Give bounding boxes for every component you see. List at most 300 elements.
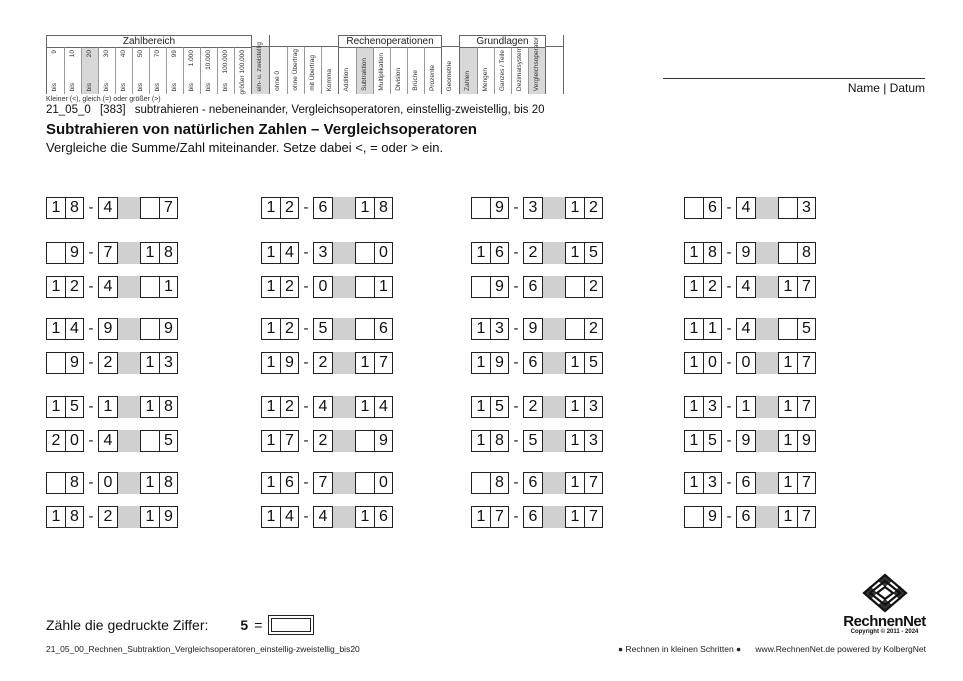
page-title: Subtrahieren von natürlichen Zahlen – Vergleichsoperatoren: [46, 121, 477, 138]
comparison-number-box: [778, 197, 816, 219]
digit-cell: 1: [689, 432, 699, 449]
minuend-box: [471, 276, 509, 298]
digit-cell: [141, 319, 159, 339]
digit-cell: 3: [797, 198, 815, 218]
digit-cell: 2: [51, 432, 61, 449]
digit-cell: 7: [103, 244, 113, 261]
comparison-answer-field[interactable]: [333, 197, 355, 219]
minuend-box: [471, 197, 509, 219]
header-column: [424, 47, 441, 94]
comparison-answer-field[interactable]: [756, 506, 778, 528]
digit-cell: 4: [103, 199, 113, 216]
comparison-answer-field[interactable]: [333, 318, 355, 340]
header-column: [64, 47, 81, 94]
digit-cell: 1: [476, 432, 486, 449]
digit-cell: 1: [689, 398, 699, 415]
comparison-answer-field[interactable]: [118, 276, 140, 298]
digit-cell: 1: [266, 199, 276, 216]
digit-cell: 1: [570, 432, 580, 449]
digit-cell: 7: [584, 507, 602, 527]
header-group-title: [442, 35, 459, 46]
comparison-answer-field[interactable]: [543, 276, 565, 298]
comparison-number-box: [355, 352, 393, 374]
comparison-number-box: [565, 430, 603, 452]
digit-cell: [356, 431, 374, 451]
digit-cell: 8: [159, 243, 177, 263]
digit-cell: 1: [476, 244, 486, 261]
digit-cell: 1: [570, 474, 580, 491]
comparison-answer-field[interactable]: [543, 318, 565, 340]
digit-cell: 2: [65, 277, 83, 297]
header-column-label: ohne Übertrag: [292, 49, 299, 91]
header-column: [183, 47, 200, 94]
minus-sign: -: [513, 244, 519, 261]
digit-cell: [141, 198, 159, 218]
subtrahend-box: [313, 396, 333, 418]
digit-cell: 6: [528, 508, 538, 525]
digit-cell: 6: [490, 243, 508, 263]
minuend-box: [261, 352, 299, 374]
minus-sign: -: [513, 474, 519, 491]
comparison-answer-field[interactable]: [756, 242, 778, 264]
header-column: [270, 46, 287, 94]
header-column-value: 70: [154, 50, 161, 58]
count-task-equals: =: [254, 617, 263, 633]
digit-cell: 2: [528, 244, 538, 261]
subtrahend-box: [736, 396, 756, 418]
name-date-line: [663, 78, 925, 79]
comparison-answer-field[interactable]: [333, 276, 355, 298]
header-column: [132, 47, 149, 94]
minuend-box: [684, 472, 722, 494]
comparison-number-box: [140, 352, 178, 374]
header-group-title: Grundlagen: [460, 35, 545, 47]
comparison-number-box: [355, 197, 393, 219]
minus-sign: -: [88, 199, 94, 216]
exercise-item: [684, 242, 816, 264]
digit-cell: 4: [103, 432, 113, 449]
spiral-logo-icon: [862, 573, 908, 613]
comparison-answer-field[interactable]: [543, 430, 565, 452]
worksheet-description: subtrahieren - nebeneinander, Vergleichsoperatoren, einstellig-zweistellig, bis 20: [134, 104, 545, 116]
header-column: [149, 47, 166, 94]
comparison-number-box: [565, 318, 603, 340]
minuend-box: [46, 197, 84, 219]
minuend-box: [684, 430, 722, 452]
digit-cell: 2: [584, 277, 602, 297]
digit-cell: [472, 473, 490, 493]
subtrahend-box: [736, 506, 756, 528]
digit-cell: 9: [65, 243, 83, 263]
header-column: [494, 47, 511, 94]
minuend-box: [261, 506, 299, 528]
header-column: [321, 46, 338, 94]
digit-cell: 1: [570, 199, 580, 216]
digit-cell: 1: [360, 398, 370, 415]
comparison-answer-field[interactable]: [118, 242, 140, 264]
footer-series: ● Rechnen in kleinen Schritten ●: [618, 644, 742, 654]
comparison-answer-field[interactable]: [333, 472, 355, 494]
digit-cell: 1: [159, 277, 177, 297]
subtrahend-box: [736, 352, 756, 374]
digit-cell: [47, 353, 65, 373]
comparison-answer-field[interactable]: [333, 352, 355, 374]
header-column-label: bis: [103, 82, 110, 91]
subtrahend-box: [313, 506, 333, 528]
digit-cell: 7: [318, 474, 328, 491]
digit-cell: 2: [280, 397, 298, 417]
minuend-box: [471, 430, 509, 452]
digit-cell: 1: [783, 474, 793, 491]
minuend-box: [261, 472, 299, 494]
digit-cell: 7: [797, 507, 815, 527]
exercise-item: [471, 276, 603, 298]
header-column: [390, 47, 407, 94]
comparison-answer-field[interactable]: [543, 352, 565, 374]
digit-cell: 5: [159, 431, 177, 451]
comparison-answer-field[interactable]: [118, 352, 140, 374]
subtrahend-box: [313, 242, 333, 264]
digit-cell: 1: [51, 398, 61, 415]
digit-cell: 9: [65, 353, 83, 373]
digit-cell: 3: [584, 397, 602, 417]
header-column-label: bis: [51, 82, 58, 91]
minus-sign: -: [513, 432, 519, 449]
digit-cell: 1: [570, 354, 580, 371]
digit-cell: 4: [741, 199, 751, 216]
exercise-item: [684, 352, 816, 374]
minus-sign: -: [303, 199, 309, 216]
exercise-item: [46, 396, 178, 418]
comparison-answer-field[interactable]: [756, 430, 778, 452]
minus-sign: -: [726, 508, 732, 525]
subtrahend-box: [313, 318, 333, 340]
digit-cell: 9: [528, 320, 538, 337]
minus-sign: -: [303, 432, 309, 449]
digit-cell: 8: [65, 473, 83, 493]
header-column-value: 40: [120, 50, 127, 58]
digit-cell: 9: [159, 507, 177, 527]
comparison-number-box: [778, 506, 816, 528]
header-group: [46, 35, 251, 94]
count-task-label: Zähle die gedruckte Ziffer:: [46, 617, 209, 633]
digit-cell: 5: [490, 397, 508, 417]
comparison-answer-field[interactable]: [543, 242, 565, 264]
digit-cell: 8: [374, 198, 392, 218]
comparison-number-box: [355, 276, 393, 298]
header-column-label: bis: [86, 82, 93, 91]
header-column-value: 9: [51, 50, 58, 54]
digit-cell: 2: [584, 198, 602, 218]
minuend-box: [46, 318, 84, 340]
header-column: [98, 47, 115, 94]
minus-sign: -: [88, 508, 94, 525]
digit-cell: 4: [318, 508, 328, 525]
digit-cell: 6: [318, 199, 328, 216]
subtrahend-box: [313, 197, 333, 219]
subtrahend-box: [98, 318, 118, 340]
exercise-item: [684, 430, 816, 452]
comparison-answer-field[interactable]: [543, 472, 565, 494]
comparison-number-box: [355, 318, 393, 340]
digit-cell: 2: [528, 398, 538, 415]
digit-cell: [356, 277, 374, 297]
subtrahend-box: [736, 472, 756, 494]
comparison-answer-field[interactable]: [333, 506, 355, 528]
exercise-item: [46, 472, 178, 494]
header-column: [528, 36, 545, 94]
digit-cell: [356, 473, 374, 493]
digit-cell: 5: [584, 243, 602, 263]
digit-cell: 7: [374, 353, 392, 373]
digit-cell: 4: [318, 398, 328, 415]
comparison-answer-field[interactable]: [543, 197, 565, 219]
digit-cell: 2: [280, 198, 298, 218]
comparison-number-box: [565, 506, 603, 528]
comparison-answer-field[interactable]: [756, 276, 778, 298]
exercise-item: [684, 318, 816, 340]
exercise-item: [46, 352, 178, 374]
comparison-number-box: [140, 318, 178, 340]
digit-cell: 1: [360, 508, 370, 525]
digit-cell: 1: [476, 508, 486, 525]
header-column-value: 10: [69, 50, 76, 58]
exercise-item: [46, 506, 178, 528]
header-column-label: bis: [154, 82, 161, 91]
minus-sign: -: [303, 398, 309, 415]
digit-cell: 1: [103, 398, 113, 415]
comparison-number-box: [355, 242, 393, 264]
digit-cell: [472, 198, 490, 218]
comparison-answer-field[interactable]: [756, 197, 778, 219]
digit-cell: 1: [476, 320, 486, 337]
subtrahend-box: [523, 352, 543, 374]
digit-cell: 2: [703, 277, 721, 297]
header-column-label: bis: [120, 82, 127, 91]
header-column-label: bis: [69, 82, 76, 91]
digit-cell: 3: [159, 353, 177, 373]
digit-cell: 3: [703, 397, 721, 417]
header-column-value: 20: [86, 50, 93, 58]
footer-filename: 21_05_00_Rechnen_Subtraktion_Vergleichsoperatoren_einstellig-zweistellig_bis20: [46, 644, 360, 654]
comparison-number-box: [140, 197, 178, 219]
minuend-box: [471, 242, 509, 264]
subtrahend-box: [736, 318, 756, 340]
digit-cell: 1: [476, 354, 486, 371]
header-group: [441, 35, 459, 94]
digit-cell: 1: [783, 398, 793, 415]
digit-cell: 3: [528, 199, 538, 216]
digit-cell: 6: [528, 354, 538, 371]
header-column-label: ein- u. zweistellig: [256, 41, 263, 91]
header-column-label: ohne 0: [274, 71, 281, 91]
comparison-number-box: [140, 242, 178, 264]
minuend-box: [46, 396, 84, 418]
digit-cell: 1: [783, 354, 793, 371]
comparison-number-box: [565, 276, 603, 298]
minus-sign: -: [513, 508, 519, 525]
minuend-box: [684, 318, 722, 340]
comparison-answer-field[interactable]: [118, 430, 140, 452]
header-column-label: Division: [395, 68, 402, 91]
minus-sign: -: [88, 354, 94, 371]
comparison-number-box: [355, 472, 393, 494]
digit-cell: 9: [103, 320, 113, 337]
worksheet-meta: [46, 104, 551, 116]
comparison-answer-field[interactable]: [118, 318, 140, 340]
comparison-answer-field[interactable]: [756, 352, 778, 374]
comparison-answer-field[interactable]: [756, 396, 778, 418]
digit-cell: 6: [741, 508, 751, 525]
comparison-number-box: [778, 430, 816, 452]
header-group: [545, 35, 564, 94]
comparison-answer-field[interactable]: [118, 197, 140, 219]
digit-cell: 5: [318, 320, 328, 337]
worksheet-number: [383]: [99, 104, 126, 116]
comparison-answer-field[interactable]: [118, 472, 140, 494]
exercise-item: [261, 197, 393, 219]
comparison-number-box: [565, 472, 603, 494]
header-column-label: bis: [137, 82, 144, 91]
comparison-answer-field[interactable]: [756, 472, 778, 494]
digit-cell: 9: [490, 353, 508, 373]
digit-cell: 8: [159, 397, 177, 417]
comparison-number-box: [778, 242, 816, 264]
header-column-value: 99: [171, 50, 178, 58]
digit-cell: 7: [584, 473, 602, 493]
digit-cell: 8: [490, 431, 508, 451]
digit-cell: 5: [528, 432, 538, 449]
comparison-number-box: [565, 396, 603, 418]
minuend-box: [684, 276, 722, 298]
header-column: [47, 47, 64, 94]
exercise-item: [261, 396, 393, 418]
header-column-label: Subtraktion: [361, 58, 368, 91]
digit-cell: 0: [374, 473, 392, 493]
comparison-number-box: [778, 472, 816, 494]
count-answer-box[interactable]: [268, 615, 314, 635]
exercise-item: [46, 318, 178, 340]
digit-cell: 4: [741, 320, 751, 337]
header-group: [251, 35, 269, 94]
subtrahend-box: [98, 506, 118, 528]
digit-cell: 5: [584, 353, 602, 373]
exercise-item: [261, 352, 393, 374]
digit-cell: 9: [741, 432, 751, 449]
comparison-number-box: [565, 242, 603, 264]
digit-cell: 1: [51, 508, 61, 525]
digit-cell: 1: [783, 278, 793, 295]
subtrahend-box: [523, 472, 543, 494]
digit-cell: 4: [280, 507, 298, 527]
digit-cell: 1: [783, 432, 793, 449]
digit-cell: 0: [703, 353, 721, 373]
comparison-answer-field[interactable]: [333, 396, 355, 418]
exercise-item: [46, 197, 178, 219]
minuend-box: [684, 197, 722, 219]
header-column-label: Addition: [343, 67, 350, 91]
digit-cell: 9: [741, 244, 751, 261]
digit-cell: 8: [65, 507, 83, 527]
minus-sign: -: [726, 354, 732, 371]
digit-cell: 3: [703, 473, 721, 493]
comparison-number-box: [778, 276, 816, 298]
header-column-label: Komma: [326, 68, 333, 91]
digit-cell: 1: [145, 244, 155, 261]
minus-sign: -: [88, 320, 94, 337]
comparison-answer-field[interactable]: [543, 506, 565, 528]
digit-cell: 6: [528, 474, 538, 491]
digit-cell: 7: [797, 473, 815, 493]
digit-cell: 1: [689, 278, 699, 295]
subtrahend-box: [98, 197, 118, 219]
comparison-answer-field[interactable]: [118, 396, 140, 418]
header-column: [166, 47, 183, 94]
minus-sign: -: [513, 278, 519, 295]
digit-cell: 1: [145, 508, 155, 525]
comparison-number-box: [565, 352, 603, 374]
digit-cell: 4: [374, 397, 392, 417]
digit-cell: 4: [65, 319, 83, 339]
digit-cell: 1: [145, 398, 155, 415]
minus-sign: -: [726, 278, 732, 295]
exercise-item: [684, 276, 816, 298]
minuend-box: [684, 352, 722, 374]
digit-cell: 9: [490, 198, 508, 218]
header-column-value: größer 100.000: [239, 50, 246, 95]
name-date-label: Name | Datum: [847, 81, 925, 95]
header-column: [252, 41, 269, 94]
subtrahend-box: [523, 318, 543, 340]
comparison-number-box: [778, 352, 816, 374]
comparison-answer-field[interactable]: [118, 506, 140, 528]
digit-cell: 1: [570, 244, 580, 261]
comparison-answer-field[interactable]: [756, 318, 778, 340]
header-column-value: 10.000: [205, 50, 212, 70]
minuend-box: [46, 472, 84, 494]
digit-cell: 0: [65, 431, 83, 451]
subtrahend-box: [313, 430, 333, 452]
worksheet-code: 21_05_0: [46, 104, 91, 116]
digit-cell: [141, 431, 159, 451]
comparison-answer-field[interactable]: [333, 430, 355, 452]
digit-cell: 6: [374, 319, 392, 339]
minuend-box: [471, 352, 509, 374]
header-column-label: Ganzes / Teile: [499, 49, 506, 91]
digit-cell: 0: [741, 354, 751, 371]
minus-sign: -: [726, 244, 732, 261]
header-column: [356, 47, 373, 94]
digit-cell: 1: [266, 354, 276, 371]
subtrahend-box: [736, 197, 756, 219]
digit-cell: 0: [103, 474, 113, 491]
minuend-box: [471, 472, 509, 494]
digit-cell: [779, 243, 797, 263]
digit-cell: [685, 507, 703, 527]
footer-website: www.RechnenNet.de powered by KolbergNet: [755, 644, 926, 654]
minus-sign: -: [513, 354, 519, 371]
header-group: [459, 35, 545, 94]
digit-cell: [779, 198, 797, 218]
exercise-item: [471, 396, 603, 418]
digit-cell: 3: [318, 244, 328, 261]
digit-cell: 9: [797, 431, 815, 451]
subtrahend-box: [736, 242, 756, 264]
minus-sign: -: [88, 398, 94, 415]
comparison-answer-field[interactable]: [543, 396, 565, 418]
comparison-answer-field[interactable]: [333, 242, 355, 264]
header-column-label: Vergleichsoperator: [533, 36, 540, 91]
